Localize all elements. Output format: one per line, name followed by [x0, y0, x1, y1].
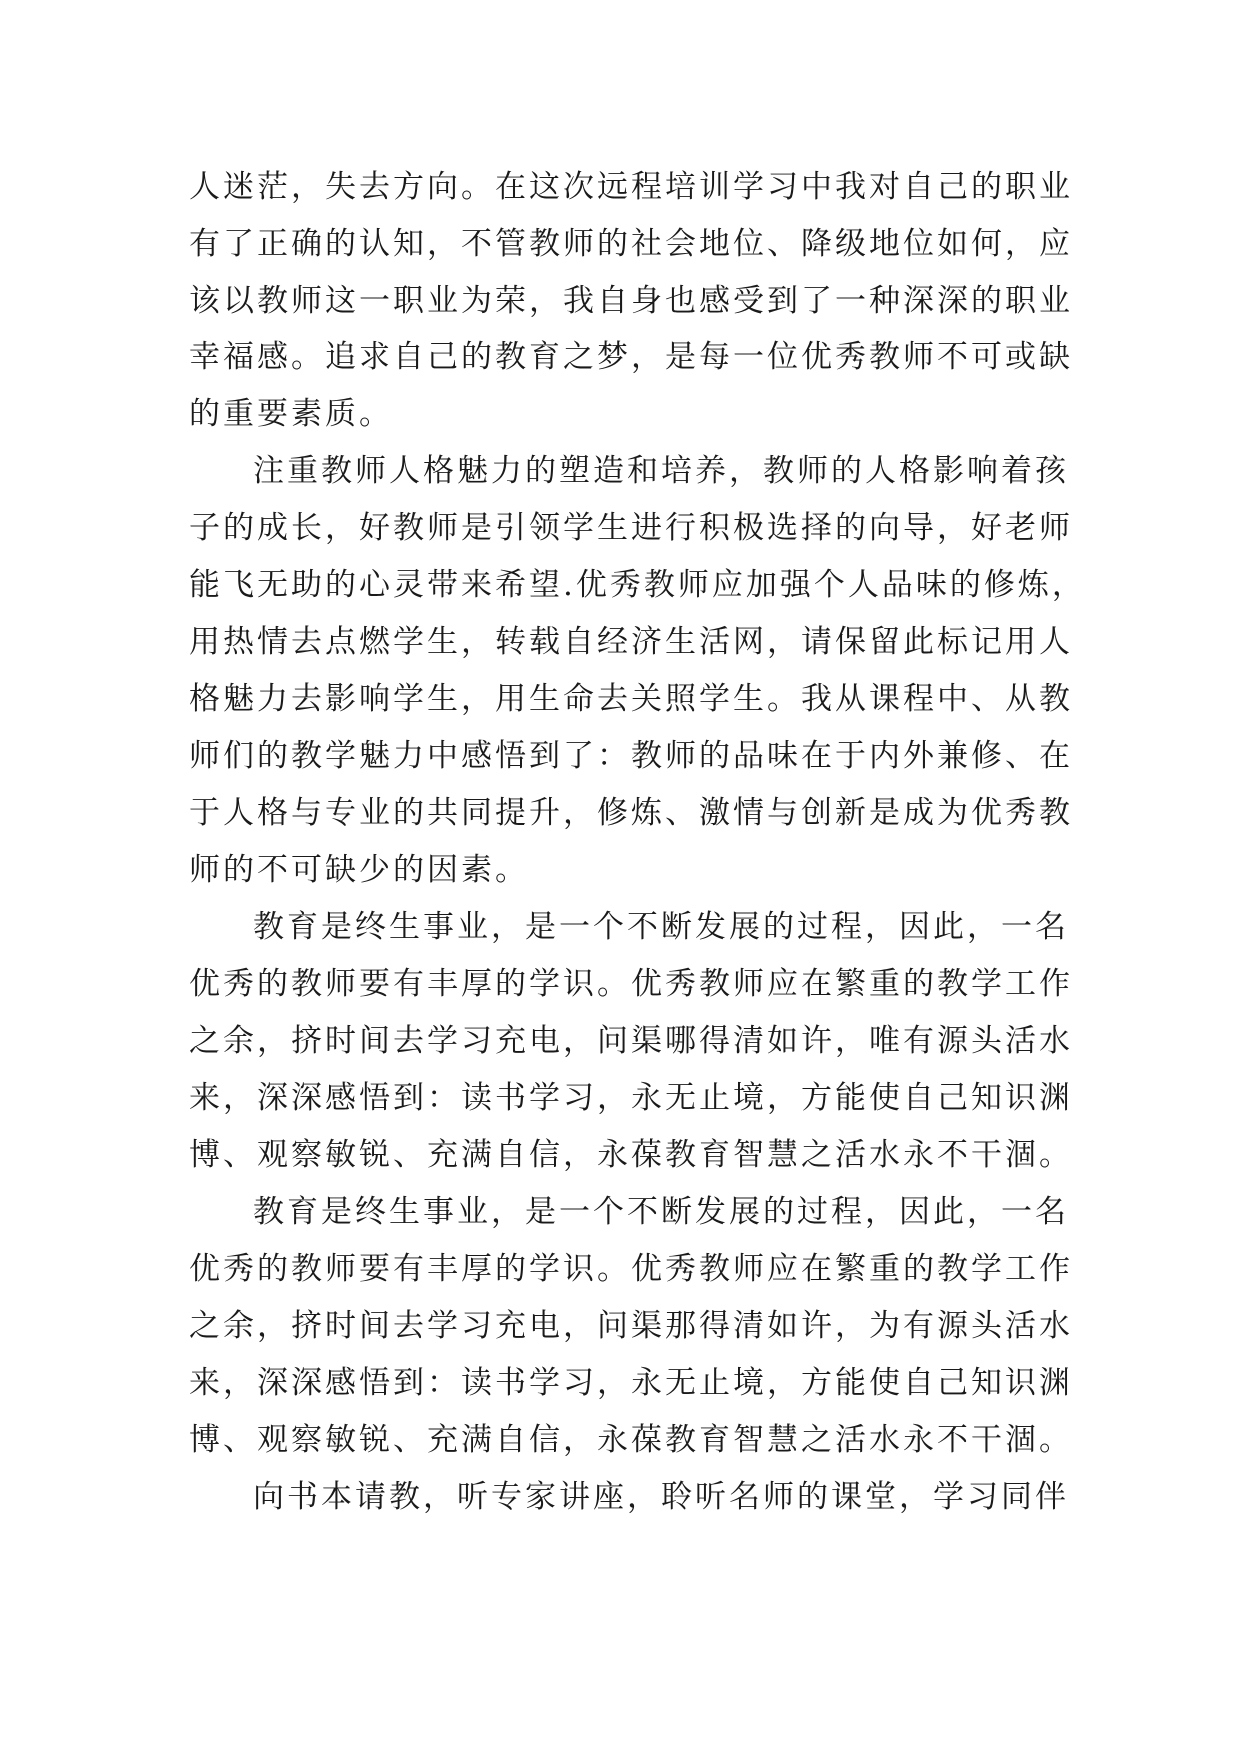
text-line: 于人格与专业的共同提升，修炼、激情与创新是成为优秀教: [189, 795, 1073, 831]
text-line: 之余，挤时间去学习充电，问渠那得清如许，为有源头活水: [189, 1308, 1073, 1344]
text-line: 格魅力去影响学生，用生命去关照学生。我从课程中、从教: [189, 681, 1073, 717]
text-line: 师们的教学魅力中感悟到了：教师的品味在于内外兼修、在: [189, 738, 1073, 774]
text-line: 师的不可缺少的因素。: [189, 852, 529, 888]
text-line: 之余，挤时间去学习充电，问渠哪得清如许，唯有源头活水: [189, 1023, 1073, 1059]
text-line: 人迷茫，失去方向。在这次远程培训学习中我对自己的职业: [189, 169, 1073, 205]
paragraph-first-line: 教育是终生事业，是一个不断发展的过程，因此，一名: [253, 909, 1069, 945]
text-line: 博、观察敏锐、充满自信，永葆教育智慧之活水永不干涸。: [189, 1422, 1073, 1458]
paragraph-first-line: 注重教师人格魅力的塑造和培养，教师的人格影响着孩: [253, 453, 1069, 489]
text-line: 该以教师这一职业为荣，我自身也感受到了一种深深的职业: [189, 283, 1073, 319]
text-line: 有了正确的认知，不管教师的社会地位、降级地位如何，应: [189, 226, 1073, 262]
text-line: 子的成长，好教师是引领学生进行积极选择的向导，好老师: [189, 510, 1073, 546]
text-line: 能飞无助的心灵带来希望.优秀教师应加强个人品味的修炼，: [189, 567, 1086, 603]
text-line: 优秀的教师要有丰厚的学识。优秀教师应在繁重的教学工作: [189, 1251, 1073, 1287]
text-line: 优秀的教师要有丰厚的学识。优秀教师应在繁重的教学工作: [189, 966, 1073, 1002]
text-line: 用热情去点燃学生，转载自经济生活网，请保留此标记用人: [189, 624, 1073, 660]
paragraph-first-line: 向书本请教，听专家讲座，聆听名师的课堂，学习同伴: [253, 1479, 1069, 1515]
text-line: 幸福感。追求自己的教育之梦，是每一位优秀教师不可或缺: [189, 339, 1073, 375]
paragraph-first-line: 教育是终生事业，是一个不断发展的过程，因此，一名: [253, 1194, 1069, 1230]
text-line: 来，深深感悟到：读书学习，永无止境，方能使自己知识渊: [189, 1080, 1073, 1116]
text-line: 博、观察敏锐、充满自信，永葆教育智慧之活水永不干涸。: [189, 1137, 1073, 1173]
text-line: 来，深深感悟到：读书学习，永无止境，方能使自己知识渊: [189, 1365, 1073, 1401]
text-line: 的重要素质。: [189, 396, 393, 432]
